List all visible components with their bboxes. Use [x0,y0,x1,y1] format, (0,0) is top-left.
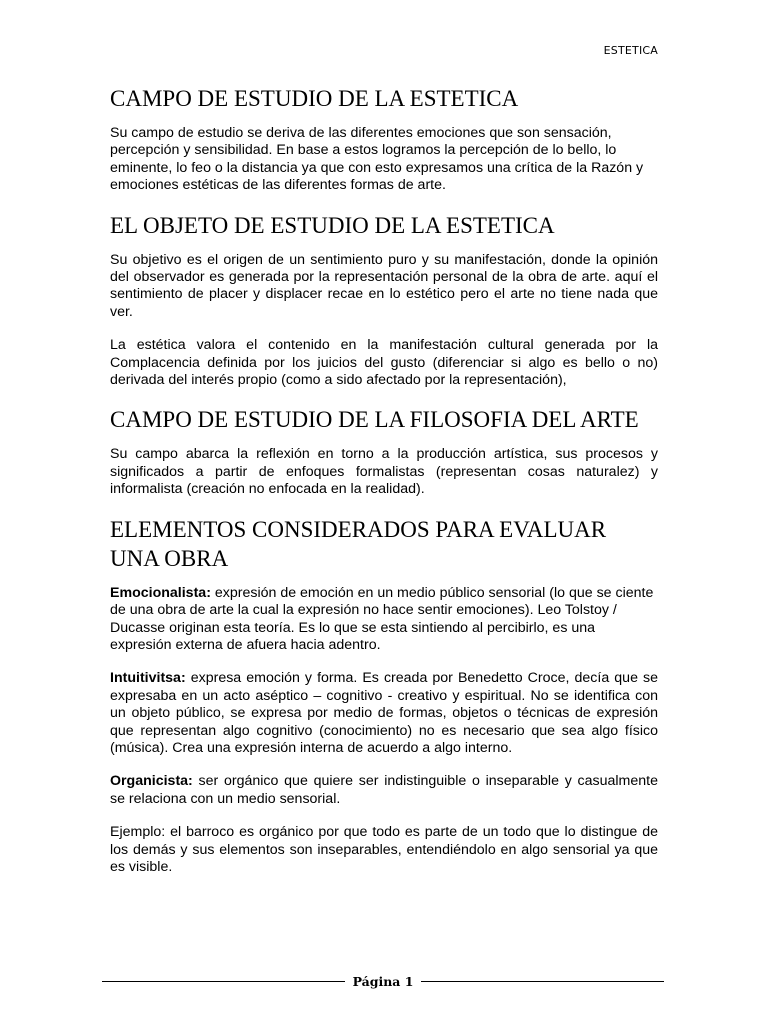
paragraph: Su objetivo es el origen de un sentimiento puro y su manifestación, donde la opinión del observador es generada por la representación personal de la obra de arte. aquí el sentimiento de placer y displacer recae en lo estético pero el arte no tiene nada que ver. [110,251,658,320]
footer-rule-left [102,981,345,982]
section-heading-elementos: ELEMENTOS CONSIDERADOS PARA EVALUAR UNA OBRA [110,516,607,571]
definition-intuitivitsa [110,670,658,757]
paragraph: Su campo de estudio se deriva de las diferentes emociones que son sensación, percepción y sensibilidad. En base a estos logramos la percepción de lo bello, lo eminente, lo feo o la distancia ya que con esto expresamos una crítica de la Razón y emociones estéticas de las diferentes formas de arte. [110,125,644,194]
term: Organicista: [110,773,193,790]
definition-text: expresión de emoción en un medio público sensorial (lo que se ciente de una obra de arte la cual la expresión no hace sentir emociones). Leo Tolstoy / Ducasse originan esta teoría. Es lo que se esta sintiendo al percibirlo, es una expresión externa de afuera hacia adentro. [110,584,654,653]
page-footer [102,972,664,990]
definition-organicista [110,773,658,808]
term: Emocionalista: [110,584,211,601]
running-header: ESTETICA [603,44,658,57]
section-heading-campo-estetica: CAMPO DE ESTUDIO DE LA ESTETICA [110,86,519,111]
footer-rule-right [421,981,664,982]
example-paragraph: Ejemplo: el barroco es orgánico por que todo es parte de un todo que lo distingue de los demás y sus elementos son inseparables, entendiéndolo en algo sensorial ya que es visible. [110,824,658,875]
definition-text: expresa emoción y forma. Es creada por Benedetto Croce, decía que se expresaba en un acto aséptico – cognitivo - creativo y espiritual. No se identifica con un objeto público, se expresa por medio de formas, objetos o técnicas de expresión que representan algo cognitivo (conocimiento) no es necesario que sea algo físico (música). Crea una expresión interna de acuerdo a algo interno. [110,670,658,756]
page-number: Página 1 [352,973,414,989]
section-heading-objeto-estetica: EL OBJETO DE ESTUDIO DE LA ESTETICA [110,212,555,238]
section-heading-filosofia-arte: CAMPO DE ESTUDIO DE LA FILOSOFIA DEL ARTE [110,407,639,433]
definition-text: ser orgánico que quiere ser indistinguible o inseparable y casualmente se relaciona con un medio sensorial. [110,773,658,807]
paragraph: Su campo abarca la reflexión en torno a la producción artística, sus procesos y significados a partir de enfoques formalistas (representan cosas naturalez) y informalista (creación no enfocada en la realidad). [110,446,658,498]
page-content [110,84,658,892]
definition-emocionalista [110,585,658,655]
term: Intuitivitsa: [110,670,186,687]
paragraph: La estética valora el contenido en la manifestación cultural generada por la Complacencia definida por los juicios del gusto (diferenciar si algo es bello o no) derivada del interés propio (como a sido afectado por la representación), [110,337,658,389]
